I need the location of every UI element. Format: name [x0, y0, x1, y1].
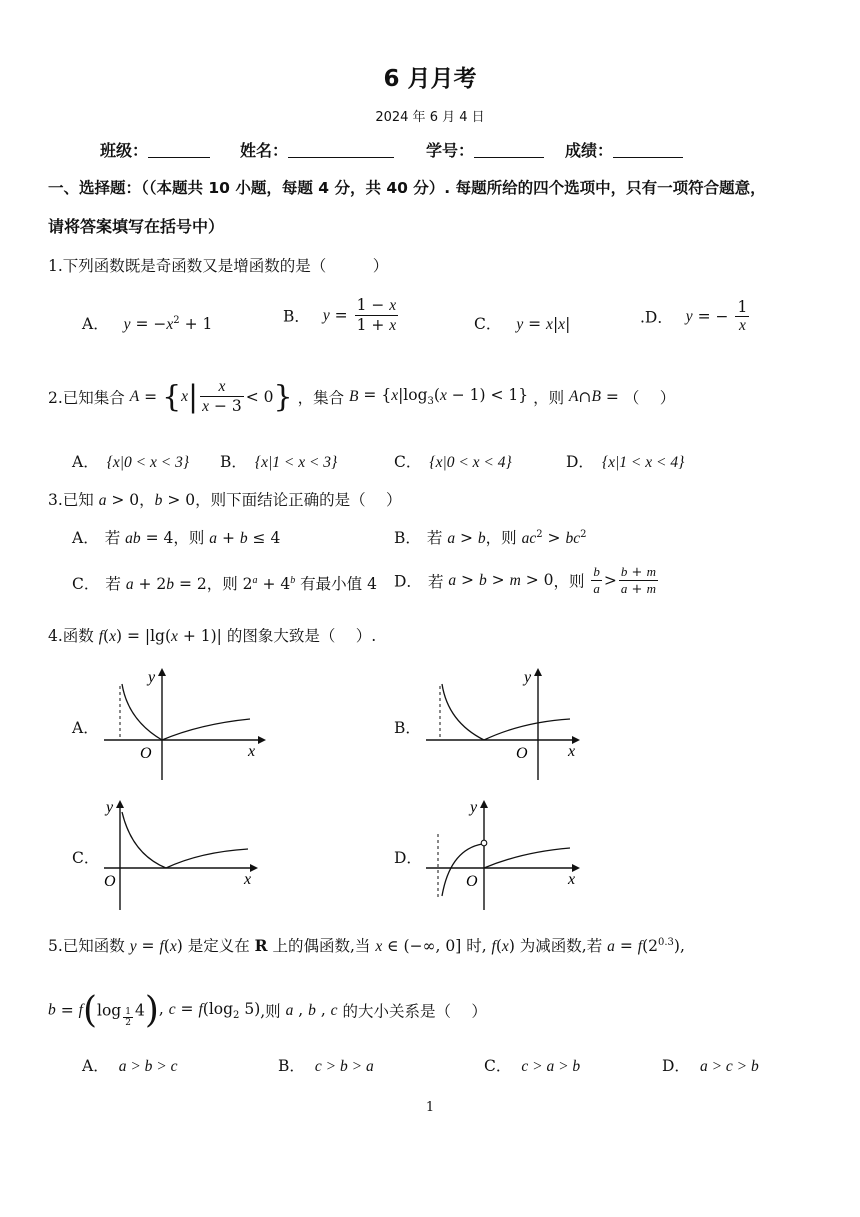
origin-label: O — [466, 873, 478, 890]
q3-option-a[interactable]: A． 若 ab = 4，则 a + b ≤ 4 — [72, 529, 281, 547]
q3-option-c[interactable]: C． 若 a + 2b = 2，则 $2^a + 4^b$ 有最小值 4 — [72, 574, 377, 593]
x-axis-label: x — [244, 871, 252, 888]
origin-label: O — [140, 745, 152, 762]
score-field — [565, 138, 683, 161]
question-1-stem: 1.下列函数既是奇函数又是增函数的是（ ） — [48, 257, 389, 275]
q4-graph-a[interactable] — [100, 664, 270, 782]
y-axis-label: y — [148, 669, 156, 686]
x-axis-label: x — [568, 871, 576, 888]
q4-graph-c[interactable] — [100, 794, 270, 912]
q5-option-a[interactable]: A． a > b > c — [82, 1057, 178, 1075]
class-field — [100, 138, 210, 161]
q2-option-d[interactable]: D． {x|1 < x < 4} — [566, 453, 685, 471]
q3-option-d[interactable]: D． 若 a > b > m > 0，则 $\frac{b}{a}$ > $\frac{b + m}{a + m}$ — [394, 564, 656, 597]
score-label: 成绩： — [565, 141, 614, 160]
section-heading-line1: 一、选择题：（（本题共 10 小题，每题 4 分，共 40 分）. 每题所给的四个选项中，只有一项符合题意， — [48, 179, 766, 197]
class-blank[interactable] — [148, 141, 210, 158]
score-blank[interactable] — [613, 141, 683, 158]
question-4-stem: 4.函数 f(x) = |lg(x + 1)| 的图象大致是（ ）. — [48, 627, 377, 645]
y-axis-label: y — [524, 669, 532, 686]
open-point — [481, 840, 487, 846]
origin-label: O — [516, 745, 528, 762]
student-id-field — [426, 138, 544, 161]
curve-left — [122, 684, 162, 740]
q4-option-b-label[interactable]: B． — [394, 719, 421, 737]
page-number: 1 — [425, 1100, 435, 1115]
y-axis-arrow-icon — [158, 668, 166, 676]
x-axis-label: x — [568, 743, 576, 760]
curve-left — [122, 812, 166, 868]
q4-option-a-label[interactable]: A． — [72, 719, 99, 737]
question-5-line2: b = f(log $\frac{1}{2}$ 4), $c = f(\log_2$ 5),则 a , b , c 的大小关系是（ ） — [48, 990, 487, 1031]
name-blank[interactable] — [288, 141, 394, 158]
q1-option-d[interactable]: .D． y = − $\frac{1}{x}$ — [640, 298, 748, 334]
exam-date: 2024 年 6 月 4 日 — [375, 110, 485, 125]
curve-left — [442, 684, 484, 740]
origin-label: O — [104, 873, 116, 890]
q1-option-a-label: A． — [82, 315, 109, 333]
q1-option-b-label: B． — [283, 307, 310, 326]
q5-option-b[interactable]: B． c > b > a — [278, 1057, 374, 1075]
q4-graph-d[interactable] — [422, 794, 592, 912]
q1-option-b[interactable]: B． y = $\frac{1 - x}{1 + x}$ — [283, 296, 397, 334]
q2-option-c[interactable]: C． {x|0 < x < 4} — [394, 453, 512, 471]
q4-graph-b[interactable] — [422, 664, 592, 782]
student-id-label: 学号： — [426, 141, 475, 160]
q1-option-c-label: C． — [474, 315, 502, 333]
x-axis-label: x — [248, 743, 256, 760]
y-axis-label: y — [470, 799, 478, 816]
name-field — [240, 138, 394, 161]
q2-option-a[interactable]: A． {x|0 < x < 3} — [72, 453, 190, 471]
q5-option-c[interactable]: C． c > a > b — [484, 1057, 581, 1075]
section-heading-line2: 请将答案填写在括号中） — [48, 217, 225, 236]
question-5-line1: 5.已知函数 y = f(x) 是定义在 R 上的偶函数,当 x ∈ (−∞, 0] 时, f(x) 为减函数,若 $a = f(2^{0.3})$, — [48, 936, 685, 955]
q1-option-d-label: .D． — [640, 308, 673, 327]
q3-option-b[interactable]: B． 若 a > b，则 $ac^2 > bc^2$ — [394, 528, 587, 547]
class-label: 班级： — [100, 141, 149, 160]
page-title: 6 月月考 — [383, 66, 477, 92]
q2-option-b[interactable]: B． {x|1 < x < 3} — [220, 453, 338, 471]
curve-right — [484, 848, 570, 868]
y-axis-arrow-icon — [480, 800, 488, 808]
q1-option-c[interactable]: C． y = x|x| — [474, 315, 571, 333]
name-label: 姓名： — [240, 141, 289, 160]
curve-right — [484, 719, 570, 740]
question-2-stem: 2.已知集合 A = {x| $\frac{x}{x - 3}$ < 0} ，集合 $B = \{x|\log_3(x - 1) < 1\}$ ，则 A∩B = （ ） — [48, 378, 676, 415]
question-3-stem: 3.已知 a > 0，b > 0，则下面结论正确的是（ ） — [48, 491, 402, 509]
x-axis-arrow-icon — [258, 736, 266, 744]
curve-right — [162, 719, 250, 740]
q4-option-c-label[interactable]: C． — [72, 849, 100, 867]
q5-option-d[interactable]: D． a > c > b — [662, 1057, 759, 1075]
y-axis-arrow-icon — [116, 800, 124, 808]
curve-right — [166, 849, 248, 868]
q4-option-d-label[interactable]: D． — [394, 849, 422, 867]
y-axis-label: y — [106, 799, 114, 816]
x-axis-arrow-icon — [250, 864, 258, 872]
q1-option-a[interactable]: A． $y = -x^2 + 1$ — [82, 314, 213, 333]
y-axis-arrow-icon — [534, 668, 542, 676]
student-id-blank[interactable] — [474, 141, 544, 158]
